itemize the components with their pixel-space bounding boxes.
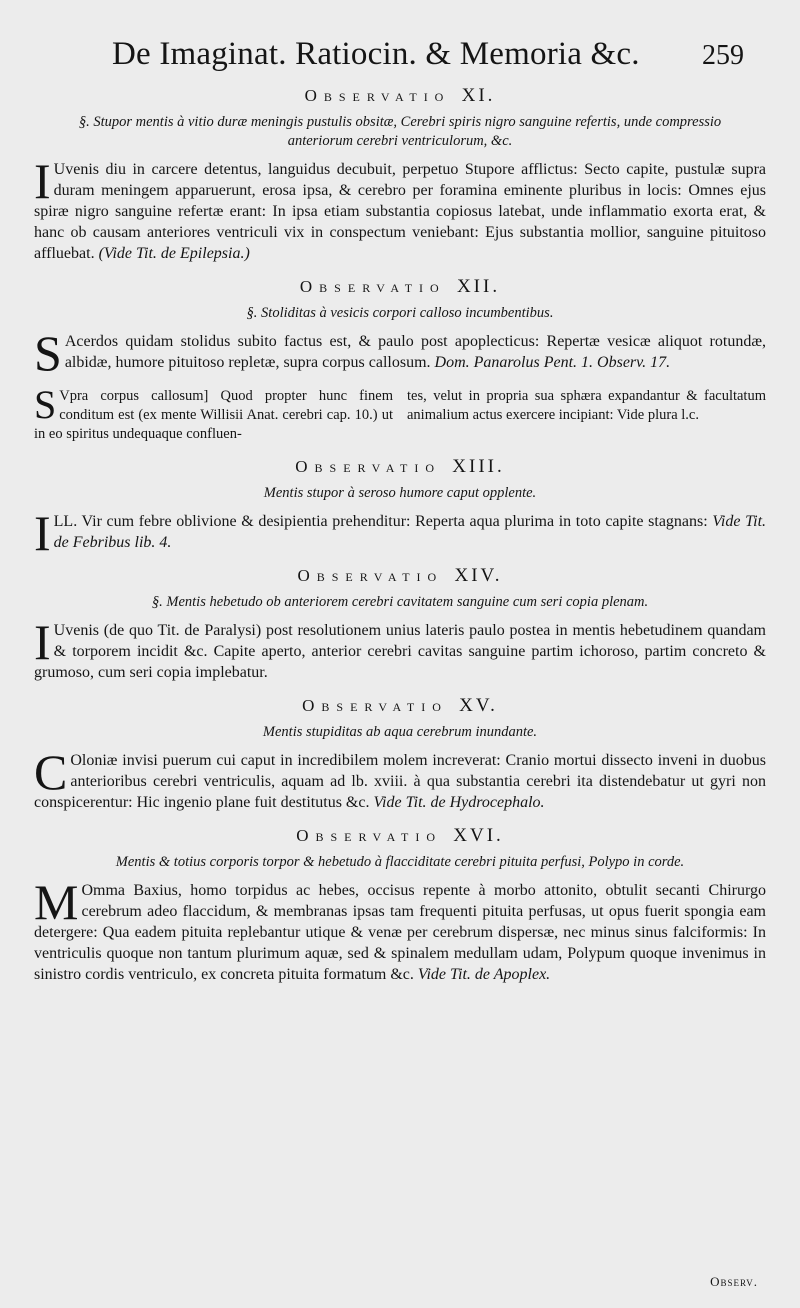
citation: Vide Tit. de Apoplex. — [417, 966, 551, 983]
observation-xiv — [34, 565, 766, 683]
observation-heading: Observatio XIII. — [295, 456, 505, 477]
observation-summary: Mentis stupiditas ab aqua cerebrum inundante. — [262, 724, 538, 740]
observation-xvi — [34, 825, 766, 985]
citation: Vide Tit. de Febribus lib. 4. — [53, 513, 767, 551]
citation: Dom. Panarolus Pent. 1. Observ. 17. — [434, 354, 671, 371]
drop-cap: C — [34, 744, 68, 800]
observation-body: I Uvenis diu in carcere detentus, languidus decubuit, perpetuo Stupore afflictus: Secto capite, pustulæ supra duram meningem apparuerunt, erosa ipsa, & cerebro per foramina eminente pluribus in locis: Omnes ejus spiræ nigro sanguine refertæ erant: In ipsa etiam substantia copiosus latebat, unde inflammatio exorta erat, & hanc ob causam anteriores ventriculi vix in conspectum veniebant: Ejus substantia mollior, sanguine pituitoso affluebat. (Vide Tit. de Epilepsia.) — [34, 153, 766, 262]
catchword: Observ. — [710, 1274, 758, 1289]
running-title: De Imaginat. Ratiocin. & Memoria &c. — [112, 36, 640, 72]
observation-summary: Mentis & totius corporis torpor & hebetudo à flacciditate cerebri pituita perfusi, Polypo in corde. — [115, 854, 685, 870]
commentary-right: tes, velut in propria sua sphæra expandantur & facultatum animalium actus exercere incipiant: Vide plura l.c. — [407, 388, 766, 423]
observation-body: S Acerdos quidam stolidus subito factus est, & paulo post apoplecticus: Repertæ vesicæ aliquot rotundæ, albidæ, humore pituitoso repletæ, supra corpus callosum. Dom. Panarolus Pent. 1. Observ. 17. — [34, 325, 766, 381]
citation: (Vide Tit. de Epilepsia.) — [98, 245, 250, 262]
observation-summary: Mentis stupor à seroso humore caput opplente. — [263, 485, 537, 501]
commentary-left: S Vpra corpus callosum] Quod propter hunc finem conditum est (ex mente Willisii Anat. cerebri cap. 10.) ut in eo spiritus undequaque confluen- — [34, 382, 393, 442]
drop-cap: S — [34, 382, 57, 427]
drop-cap: I — [34, 153, 51, 209]
drop-cap: S — [34, 325, 62, 381]
observation-heading: Observatio XII. — [299, 276, 501, 297]
observation-body: C Oloniæ invisi puerum cui caput in incredibilem molem increverat: Cranio mortui dissecto inveni in duobus anterioribus cerebri ventriculis, aquam ad lb. xviii. à qua substantia cerebri ita distendebatur ut gyri non conspicerentur: Hic ingenio plane fuit destitutus &c. Vide Tit. de Hydrocephalo. — [34, 744, 766, 811]
observation-body: ILL. Vir cum febre oblivione & desipientia prehenditur: Reperta aqua plurima in toto capite stagnans: Vide Tit. de Febribus lib. 4. — [34, 505, 767, 561]
observation-body: M Omma Baxius, homo torpidus ac hebes, occisus repente à morbo attonito, obtulit secanti Chirurgo cerebrum adeo flaccidum, & membranas ipsas tam frequenti pituita perfusas, ut opus fuerit spongia eam detergere: Qua eadem pituita replebantur utique & venæ per cerebrum dispersæ, nec minus sinus falciformis: In ventriculis quoque non tantum plurimum aquæ, sed & spinalem medullam udam, Polypum quoque invenimus in sinistro cordis ventriculo, ex concreta pituita formatum &c. Vide Tit. de Apoplex. — [34, 874, 766, 983]
observation-xiii — [34, 456, 767, 561]
drop-cap: I — [34, 614, 51, 670]
observation-xi — [34, 85, 766, 264]
observation-heading: Observatio XI. — [304, 85, 496, 106]
observation-summary: §. Mentis hebetudo ob anteriorem cerebri cavitatem sanguine cum seri copia plenam. — [151, 594, 649, 610]
drop-cap: M — [34, 874, 79, 930]
page-number: 259 — [702, 40, 744, 71]
observation-heading: Observatio XVI. — [296, 825, 504, 846]
observation-heading: Observatio XV. — [302, 695, 498, 716]
observation-body: I Uvenis (de quo Tit. de Paralysi) post resolutionem unius lateris paulo postea in mentis hebetudinem quandam & torporem incidit &c. Capite aperto, anterior cerebri cavitas sanguine partim ichoroso, partim concreto & grumoso, cum seri copia implebatur. — [34, 614, 766, 681]
observation-heading: Observatio XIV. — [297, 565, 503, 586]
observation-xv — [34, 695, 766, 813]
observation-summary: §. Stupor mentis à vitio duræ meningis pustulis obsitæ, Cerebri spiris nigro sanguine refertis, unde compressio anteriorum cerebri ventriculorum, &c. — [78, 114, 722, 149]
citation: Vide Tit. de Hydrocephalo. — [373, 794, 545, 811]
running-head — [112, 36, 744, 73]
observation-xii — [34, 276, 766, 444]
observation-summary: §. Stoliditas à vesicis corpori calloso incumbentibus. — [246, 305, 554, 321]
drop-cap: I — [34, 505, 51, 561]
commentary — [34, 382, 766, 444]
